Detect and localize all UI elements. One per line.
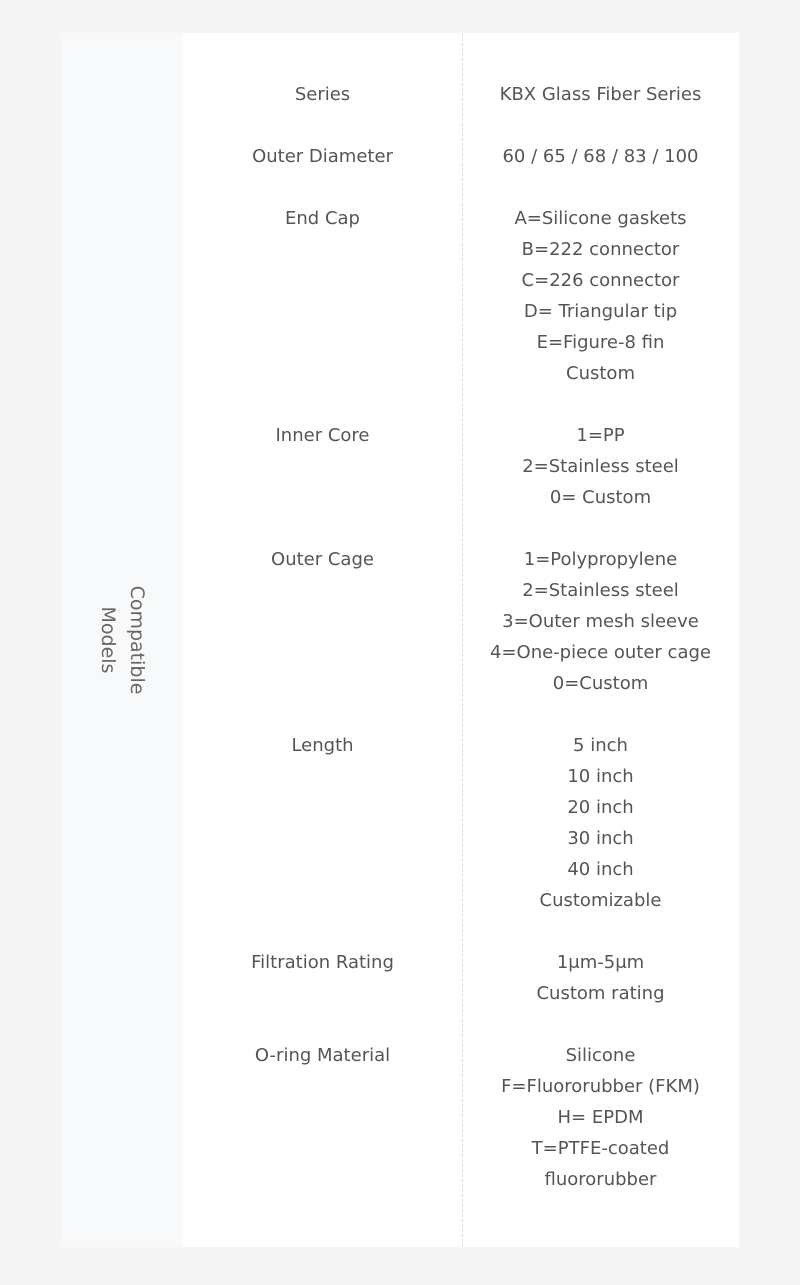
- spec-value: Custom rating: [536, 983, 665, 1004]
- spec-value: 5 inch: [573, 735, 628, 756]
- side-header-label: [93, 586, 151, 695]
- spec-value: 1μm-5μm: [556, 952, 645, 973]
- spec-value: KBX Glass Fiber Series: [499, 84, 702, 105]
- spec-value: 60 / 65 / 68 / 83 / 100: [502, 146, 699, 167]
- spec-label: Inner Core: [275, 425, 370, 446]
- spec-value: A=Silicone gaskets: [514, 208, 687, 229]
- side-header: [61, 33, 183, 1247]
- spec-label: End Cap: [285, 208, 360, 229]
- spec-label: Outer Cage: [271, 549, 374, 570]
- spec-values: [462, 1040, 739, 1195]
- spec-value: Customizable: [539, 890, 662, 911]
- spec-value: 20 inch: [567, 797, 634, 818]
- spec-value: T=PTFE-coated: [531, 1138, 670, 1159]
- spec-row: [183, 141, 739, 172]
- spec-value: 2=Stainless steel: [522, 580, 679, 601]
- spec-value: 40 inch: [567, 859, 634, 880]
- spec-label: Filtration Rating: [251, 952, 394, 973]
- spec-row: [183, 420, 739, 513]
- spec-values: [462, 544, 739, 699]
- spec-values: [462, 141, 739, 172]
- spec-row: [183, 947, 739, 1009]
- spec-value: 1=Polypropylene: [523, 549, 678, 570]
- spec-row: [183, 730, 739, 916]
- spec-value: 4=One-piece outer cage: [490, 642, 711, 663]
- spec-value: 3=Outer mesh sleeve: [502, 611, 699, 632]
- spec-value: F=Fluororubber (FKM): [501, 1076, 700, 1097]
- spec-label: Series: [294, 84, 351, 105]
- spec-values: [462, 730, 739, 916]
- spec-row: [183, 79, 739, 110]
- spec-value: 0=Custom: [552, 673, 649, 694]
- spec-value: D= Triangular tip: [523, 301, 678, 322]
- spec-row: [183, 1040, 739, 1195]
- spec-value: Custom: [566, 363, 635, 384]
- spec-values: [462, 420, 739, 513]
- spec-value: B=222 connector: [521, 239, 680, 260]
- spec-value: 0= Custom: [549, 487, 652, 508]
- spec-label: O-ring Material: [254, 1045, 391, 1066]
- spec-row: [183, 203, 739, 389]
- spec-value: E=Figure-8 fin: [536, 332, 665, 353]
- spec-values: [462, 947, 739, 1009]
- spec-rows: [183, 79, 739, 1226]
- spec-value: fluororubber: [544, 1169, 657, 1190]
- spec-value: Silicone: [565, 1045, 636, 1066]
- spec-row: [183, 544, 739, 699]
- spec-value: C=226 connector: [521, 270, 680, 291]
- spec-label: Length: [291, 735, 354, 756]
- spec-table: [61, 33, 739, 1247]
- spec-values: [462, 203, 739, 389]
- spec-label: Outer Diameter: [252, 146, 393, 167]
- spec-value: H= EPDM: [557, 1107, 644, 1128]
- spec-value: 2=Stainless steel: [522, 456, 679, 477]
- side-header-line: Models: [97, 606, 119, 674]
- spec-values: [462, 79, 739, 110]
- side-header-line: Compatible: [126, 585, 148, 695]
- spec-value: 10 inch: [567, 766, 634, 787]
- spec-value: 1=PP: [576, 425, 625, 446]
- spec-value: 30 inch: [567, 828, 634, 849]
